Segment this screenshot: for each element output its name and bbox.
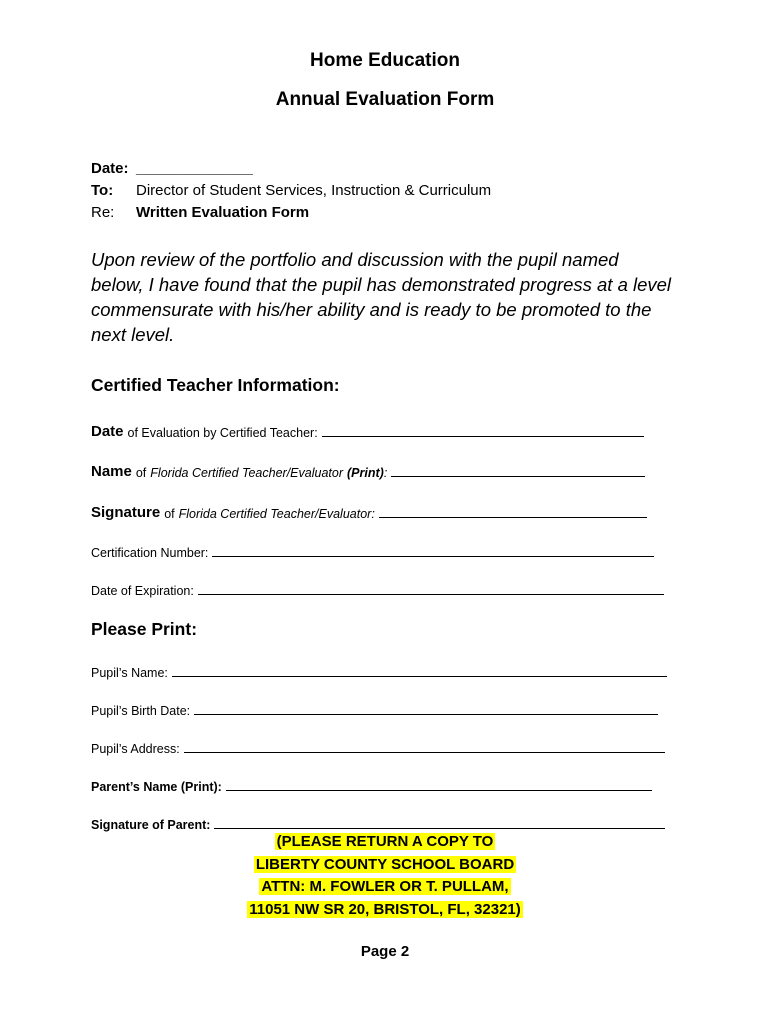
- pupil-address-label: Pupil’s Address:: [91, 742, 180, 756]
- expiration-date-row: [91, 578, 664, 598]
- parent-name-field[interactable]: [226, 789, 652, 791]
- pupil-birth-date-field[interactable]: [194, 713, 658, 715]
- memo-to-value: Director of Student Services, Instruction & Curriculum: [136, 182, 492, 199]
- certification-number-row: [91, 540, 654, 560]
- parent-signature-label: Signature of Parent:: [91, 818, 211, 832]
- teacher-name-of: of: [135, 466, 147, 480]
- return-note-line: LIBERTY COUNTY SCHOOL BOARD: [255, 855, 515, 873]
- intro-paragraph: [91, 247, 691, 347]
- return-note-line: ATTN: M. FOWLER OR T. PULLAM,: [261, 878, 509, 895]
- return-note: [0, 831, 770, 921]
- memo-to-row: [91, 182, 491, 199]
- form-title: Home Education: [310, 50, 460, 71]
- form-subtitle: Annual Evaluation Form: [275, 89, 495, 110]
- parent-name-label: Parent’s Name (Print):: [91, 780, 222, 794]
- pupil-name-label: Pupil’s Name:: [91, 666, 168, 680]
- page-number: Page 2: [360, 943, 410, 960]
- evaluation-date-row: [91, 420, 644, 440]
- pupil-name-row: [91, 660, 667, 680]
- teacher-signature-of: of: [164, 507, 175, 521]
- teacher-name-colon: :: [383, 466, 388, 480]
- memo-date-blank[interactable]: ______________: [136, 160, 253, 177]
- memo-date-row: [91, 160, 253, 177]
- teacher-signature-strong: Signature: [91, 504, 161, 521]
- teacher-name-print: (Print): [347, 466, 384, 480]
- pupil-address-row: [91, 736, 665, 756]
- expiration-date-field[interactable]: [198, 593, 664, 595]
- teacher-name-row: [91, 460, 645, 480]
- return-note-line: 11051 NW SR 20, BRISTOL, FL, 32321): [249, 900, 521, 918]
- parent-signature-row: [91, 812, 665, 832]
- memo-re-label: Re:: [91, 204, 115, 221]
- intro-line: commensurate with his/her ability and is ready to be promoted to the: [91, 299, 652, 320]
- evaluation-date-field[interactable]: [322, 435, 644, 437]
- intro-line: Upon review of the portfolio and discussion with the pupil named: [91, 249, 619, 270]
- intro-line: next level.: [91, 324, 175, 345]
- return-note-line: (PLEASE RETURN A COPY TO: [276, 833, 494, 850]
- teacher-signature-field[interactable]: [379, 516, 647, 518]
- pupil-birth-date-label: Pupil’s Birth Date:: [91, 704, 191, 718]
- evaluation-date-strong: Date: [91, 423, 124, 440]
- memo-re-value: Written Evaluation Form: [136, 204, 310, 221]
- teacher-name-field[interactable]: [391, 475, 645, 477]
- expiration-date-label: Date of Expiration:: [91, 584, 194, 598]
- pupil-birth-date-row: [91, 698, 658, 718]
- intro-line: below, I have found that the pupil has demonstrated progress at a level: [91, 274, 672, 295]
- teacher-signature-italic: Florida Certified Teacher/Evaluator:: [178, 507, 375, 521]
- teacher-signature-row: [91, 501, 647, 521]
- memo-to-label: To:: [91, 182, 114, 199]
- teacher-name-italic: Florida Certified Teacher/Evaluator: [150, 466, 343, 480]
- evaluation-date-label: of Evaluation by Certified Teacher:: [127, 426, 318, 440]
- pupil-name-field[interactable]: [172, 675, 667, 677]
- teacher-name-strong: Name: [91, 463, 132, 480]
- teacher-section-heading: Certified Teacher Information:: [91, 375, 340, 395]
- parent-signature-field[interactable]: [214, 827, 665, 829]
- parent-name-row: [91, 774, 652, 794]
- memo-re-row: [91, 204, 309, 221]
- pupil-section-heading: Please Print:: [91, 619, 198, 639]
- certification-number-field[interactable]: [212, 555, 654, 557]
- pupil-address-field[interactable]: [184, 751, 665, 753]
- memo-date-label: Date:: [91, 160, 129, 177]
- certification-number-label: Certification Number:: [91, 546, 209, 560]
